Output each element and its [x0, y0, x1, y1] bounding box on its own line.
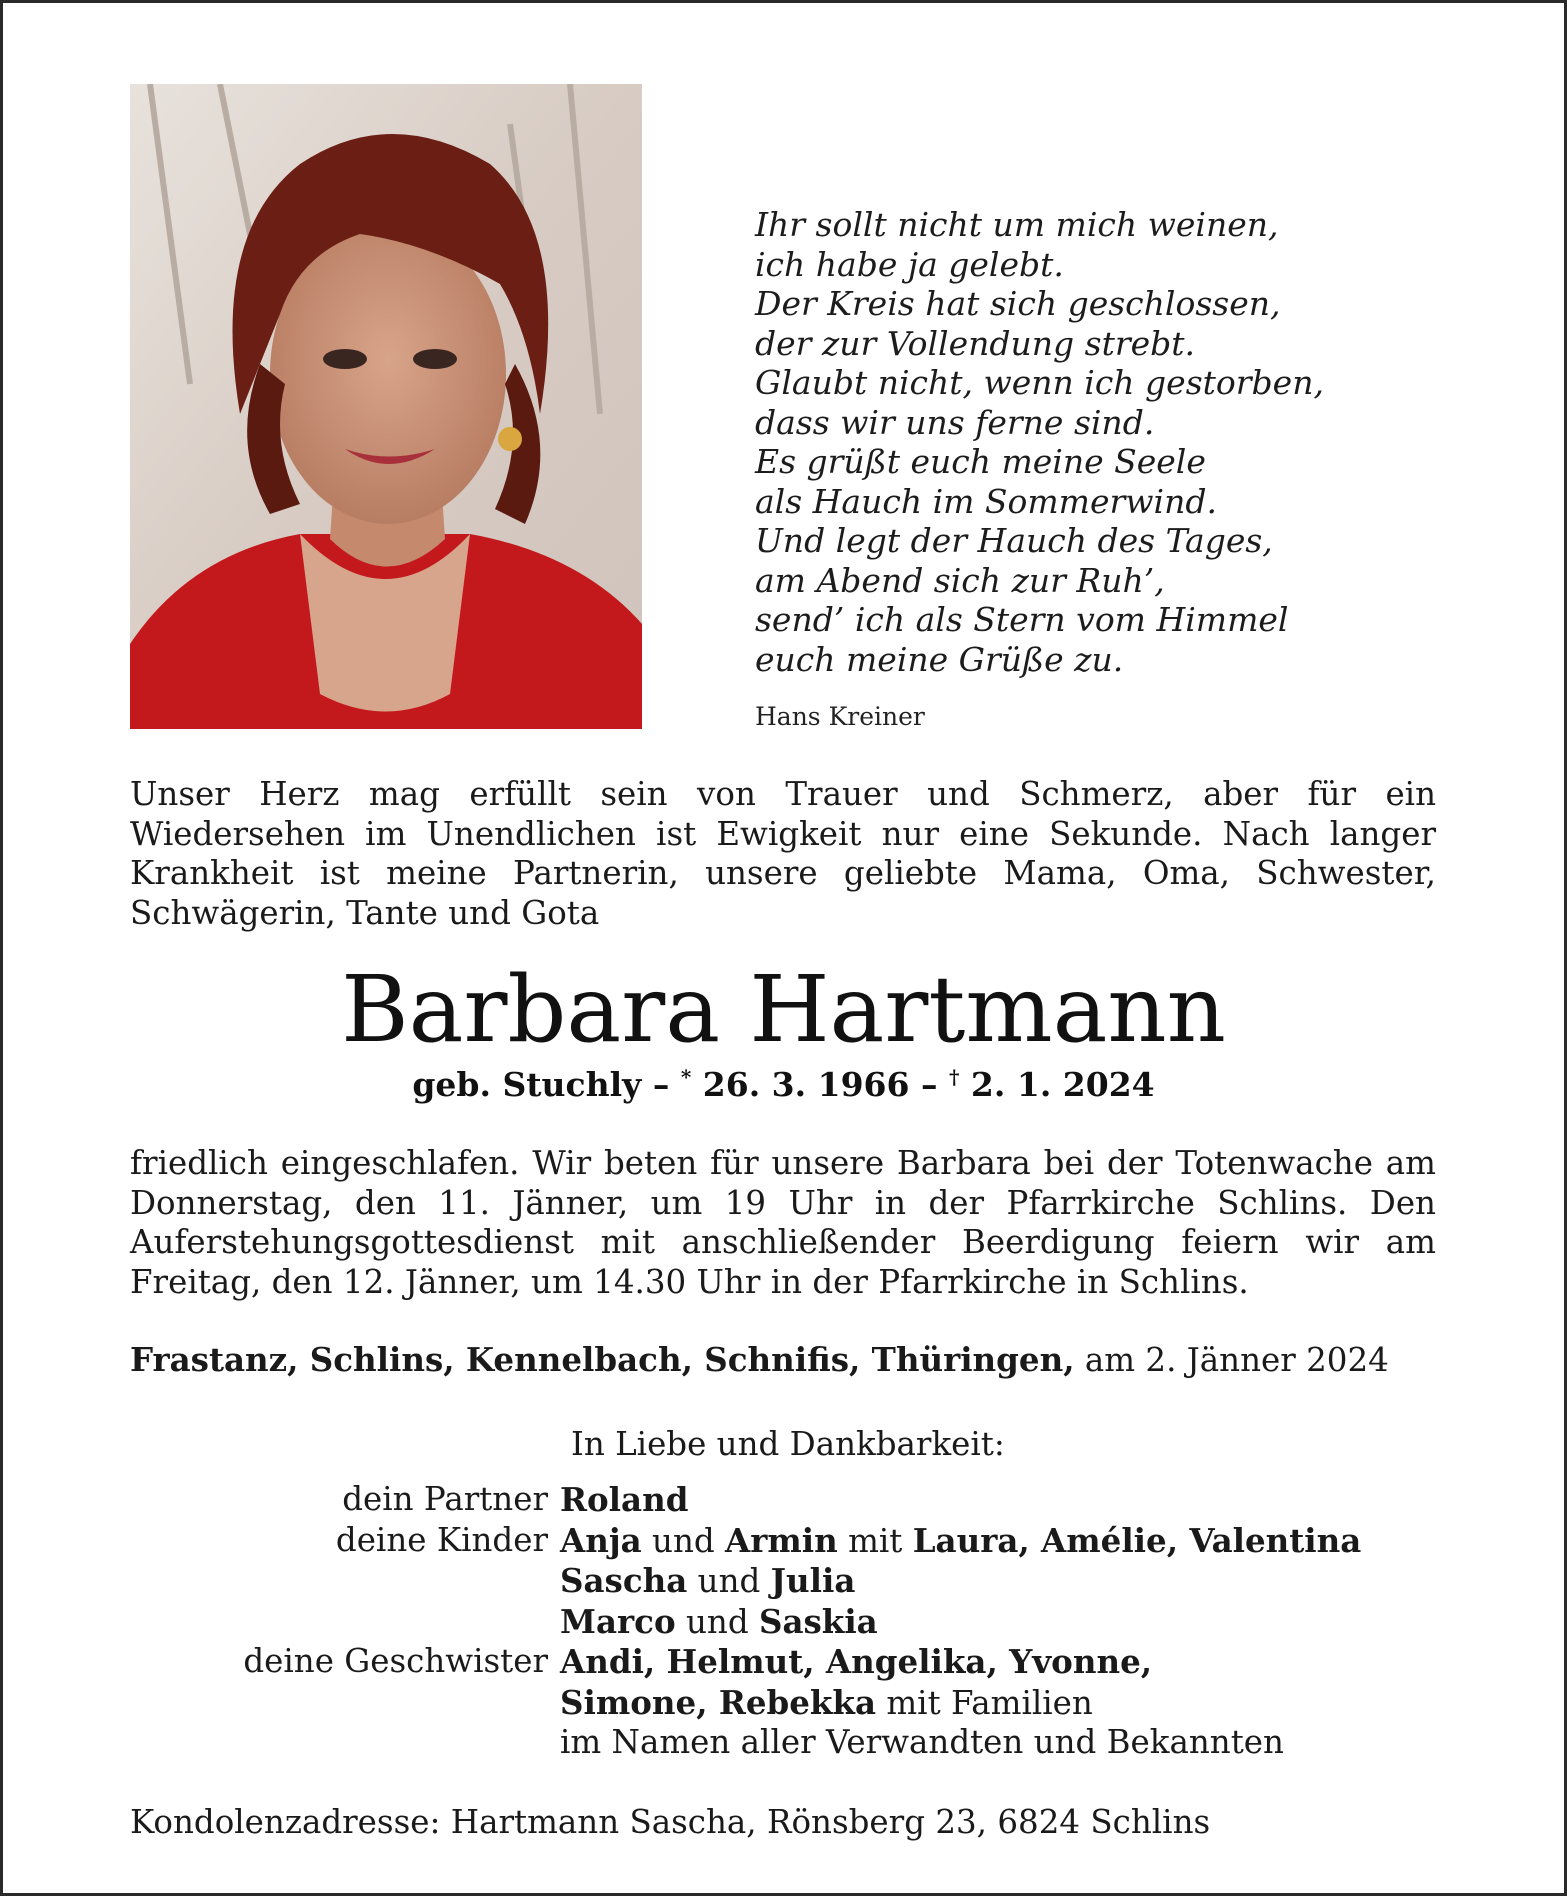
poem-line: send’ ich als Stern vom Himmel [755, 600, 1289, 639]
poem [755, 205, 1395, 679]
poem-line: euch meine Grüße zu. [755, 639, 1124, 679]
poem-line: Und legt der Hauch des Tages, [755, 521, 1273, 560]
condolence-address: Kondolenzadresse: Hartmann Sascha, Rönsberg 23, 6824 Schlins [130, 1803, 1211, 1841]
grandchildren-names: Laura, Amélie, Valentina [912, 1520, 1362, 1560]
child-name: Anja [560, 1520, 642, 1560]
life-dates: geb. Stuchly – * 26. 3. 1966 – † 2. 1. 2024 [412, 1065, 1155, 1104]
family-row [130, 1480, 1450, 1521]
birth-date: 26. 3. 1966 [702, 1065, 910, 1104]
birth-name: geb. Stuchly [412, 1065, 642, 1104]
thanks-line: In Liebe und Dankbarkeit: [571, 1425, 1005, 1463]
family-row [130, 1521, 1450, 1562]
poem-line: Es grüßt euch meine Seele [755, 442, 1206, 481]
poem-author: Hans Kreiner [755, 702, 925, 731]
poem-line: der zur Vollendung strebt. [755, 323, 1196, 363]
poem-line: am Abend sich zur Ruh’, [755, 560, 1165, 600]
sibling-names: Andi, Helmut, Angelika, Yvonne, [560, 1642, 1153, 1681]
connector: und [652, 1521, 715, 1560]
died-symbol: † [948, 1065, 960, 1089]
portrait-photo [130, 84, 642, 729]
child-name: Saskia [758, 1601, 878, 1641]
family-row [130, 1683, 1450, 1724]
poem-line: ich habe ja gelebt. [755, 244, 1064, 284]
family-row [130, 1561, 1450, 1602]
connector: und [685, 1602, 749, 1641]
connector: mit [848, 1521, 903, 1560]
born-symbol: * [680, 1065, 692, 1089]
relation-label: deine Kinder [335, 1520, 548, 1559]
death-date: 2. 1. 2024 [970, 1065, 1155, 1104]
family-row [130, 1642, 1450, 1683]
family-list [130, 1480, 1450, 1763]
child-name: Marco [560, 1601, 676, 1641]
notice-date: am 2. Jänner 2024 [1084, 1341, 1389, 1379]
child-name: Armin [725, 1520, 838, 1560]
poem-line: Der Kreis hat sich geschlossen, [755, 284, 1281, 323]
child-name: Julia [770, 1561, 856, 1600]
relation-label: deine Geschwister [243, 1642, 548, 1680]
family-row [130, 1723, 1450, 1763]
child-name: Sascha [560, 1561, 688, 1600]
connector: und [697, 1562, 761, 1600]
family-row [130, 1602, 1450, 1643]
closing-line: im Namen aller Verwandten und Bekannten [560, 1723, 1284, 1761]
service-paragraph: friedlich eingeschlafen. Wir beten für unsere Barbara bei der Totenwache am Donnerstag, den 11. Jänner, um 19 Uhr in der Pfarrkirche Schlins. Den Auferstehungsgottesdienst mit anschließender Beerdigung feiern wir am Freitag, den 12. Jänner, um 14.30 Uhr in der Pfarrkirche in Schlins. [130, 1144, 1436, 1301]
sibling-names: Simone, Rebekka [560, 1682, 877, 1722]
families-text: mit Familien [886, 1683, 1093, 1722]
place-date-line [130, 1340, 1389, 1379]
poem-line: Glaubt nicht, wenn ich gestorben, [755, 363, 1324, 402]
towns: Frastanz, Schlins, Kennelbach, Schnifis, Thüringen, [130, 1340, 1075, 1379]
intro-paragraph: Unser Herz mag erfüllt sein von Trauer und Schmerz, aber für ein Wiedersehen im Unendlichen ist Ewigkeit nur eine Sekunde. Nach langer Krankheit ist meine Partnerin, unsere geliebte Mama, Oma, Schwester, Schwägerin, Tante und Gota [130, 775, 1436, 932]
poem-line: Ihr sollt nicht um mich weinen, [755, 205, 1279, 244]
poem-line: als Hauch im Sommerwind. [755, 481, 1217, 521]
deceased-name: Barbara Hartmann [341, 956, 1226, 1063]
relation-label: dein Partner [342, 1480, 548, 1518]
partner-name: Roland [560, 1480, 689, 1519]
poem-line: dass wir uns ferne sind. [755, 402, 1155, 442]
